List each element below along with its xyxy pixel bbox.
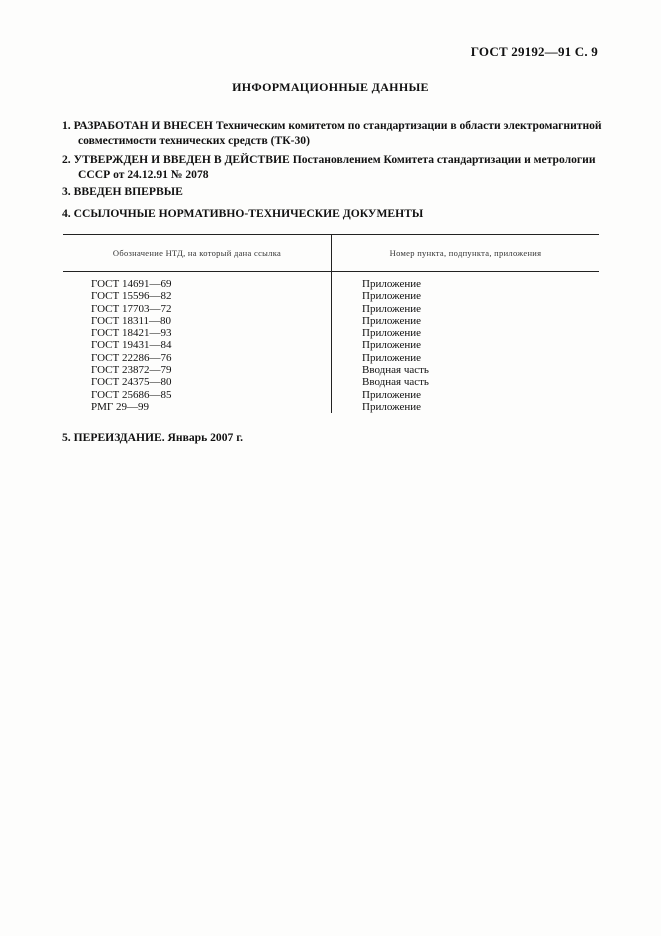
table-row bbox=[63, 327, 599, 339]
cell-designation: ГОСТ 23872—79 bbox=[63, 364, 332, 376]
table-row bbox=[63, 401, 599, 413]
cell-clause: Приложение bbox=[362, 290, 422, 303]
table-row bbox=[63, 389, 599, 401]
info-item-reference-docs bbox=[62, 206, 602, 221]
reference-docs-table bbox=[63, 234, 599, 413]
item-text: Техническим комитетом по стандартизации в области электромагнитной bbox=[215, 119, 602, 132]
item-number: 5. bbox=[62, 431, 71, 444]
item-lead: ПЕРЕИЗДАНИЕ. bbox=[73, 431, 165, 444]
item-text: Постановлением Комитета стандартизации и метрологии bbox=[292, 153, 596, 166]
item-text-cont: СССР от 24.12.91 № 2078 bbox=[78, 168, 209, 181]
info-item-approved bbox=[62, 152, 602, 182]
cell-clause: Приложение bbox=[362, 327, 422, 340]
info-item-first-introduced bbox=[62, 184, 602, 199]
cell-clause: Приложение bbox=[362, 400, 422, 413]
cell-clause: Вводная часть bbox=[362, 364, 429, 377]
item-number: 1. bbox=[62, 119, 71, 132]
info-item-developed bbox=[62, 118, 602, 148]
item-lead: РАЗРАБОТАН И ВНЕСЕН bbox=[73, 119, 213, 132]
table-row bbox=[63, 272, 599, 291]
item-text: Январь 2007 г. bbox=[167, 431, 244, 444]
cell-clause: Приложение bbox=[362, 339, 422, 352]
column-header-designation: Обозначение НТД, на который дана ссылка bbox=[63, 235, 332, 272]
table-row bbox=[63, 303, 599, 315]
item-text-cont: совместимости технических средств (ТК-30) bbox=[78, 134, 310, 147]
cell-designation: ГОСТ 15596—82 bbox=[63, 290, 332, 302]
cell-designation: ГОСТ 18311—80 bbox=[63, 315, 332, 327]
cell-designation: ГОСТ 25686—85 bbox=[63, 389, 332, 401]
cell-designation: ГОСТ 22286—76 bbox=[63, 352, 332, 364]
cell-clause: Приложение bbox=[362, 314, 422, 327]
cell-clause: Приложение bbox=[362, 388, 422, 401]
table-row bbox=[63, 339, 599, 351]
table-row bbox=[63, 364, 599, 376]
cell-clause: Вводная часть bbox=[362, 376, 429, 389]
cell-clause: Приложение bbox=[362, 278, 422, 290]
cell-designation: ГОСТ 18421—93 bbox=[63, 327, 332, 339]
column-header-clause: Номер пункта, подпункта, приложения bbox=[332, 235, 600, 272]
cell-clause: Приложение bbox=[362, 302, 422, 315]
info-item-reissue bbox=[62, 430, 602, 445]
cell-designation: ГОСТ 24375—80 bbox=[63, 376, 332, 388]
table-row bbox=[63, 376, 599, 388]
cell-clause: Приложение bbox=[362, 351, 422, 364]
page-header-doc-ref: ГОСТ 29192—91 С. 9 bbox=[470, 44, 598, 59]
item-lead: ВВЕДЕН ВПЕРВЫЕ bbox=[73, 185, 183, 198]
table-row bbox=[63, 290, 599, 302]
item-number: 3. bbox=[62, 185, 71, 198]
item-lead: ССЫЛОЧНЫЕ НОРМАТИВНО-ТЕХНИЧЕСКИЕ ДОКУМЕНТЫ bbox=[73, 207, 424, 220]
table-row bbox=[63, 352, 599, 364]
item-number: 4. bbox=[62, 207, 71, 220]
item-lead: УТВЕРЖДЕН И ВВЕДЕН В ДЕЙСТВИЕ bbox=[73, 153, 290, 166]
cell-designation: ГОСТ 19431—84 bbox=[63, 339, 332, 351]
table-header-row bbox=[63, 235, 599, 272]
cell-designation: РМГ 29—99 bbox=[63, 401, 332, 413]
item-number: 2. bbox=[62, 153, 71, 166]
cell-designation: ГОСТ 14691—69 bbox=[63, 272, 332, 291]
cell-designation: ГОСТ 17703—72 bbox=[63, 303, 332, 315]
page-title: ИНФОРМАЦИОННЫЕ ДАННЫЕ bbox=[232, 80, 429, 94]
table-row bbox=[63, 315, 599, 327]
